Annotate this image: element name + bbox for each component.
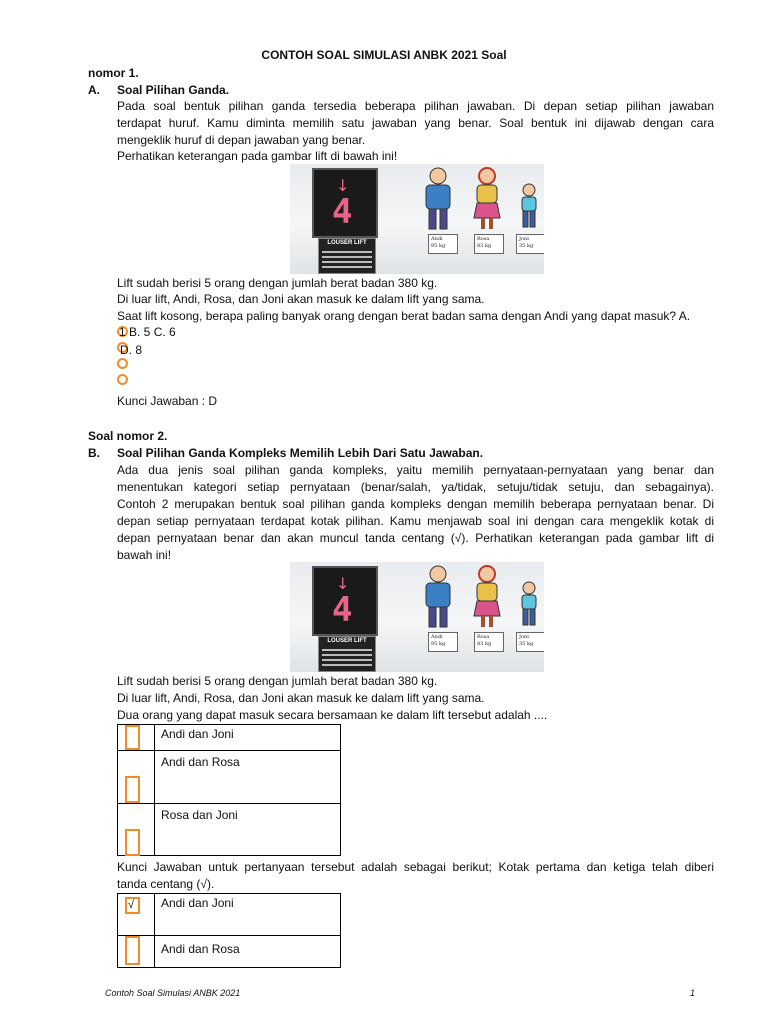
paragraph-a-line2: terdapat huruf. Kamu diminta memilih satu jawaban yang benar. Soal bentuk ini dijawab dengan cara	[117, 116, 714, 130]
question2-line1: Lift sudah berisi 5 orang dengan jumlah berat badan 380 kg.	[117, 674, 438, 688]
page-number: 1	[690, 988, 696, 998]
key-option2-checkbox[interactable]	[125, 936, 140, 965]
question2-line2: Di luar lift, Andi, Rosa, dan Joni akan masuk ke dalam lift yang sama.	[117, 691, 485, 705]
question2-key-line1: Kunci Jawaban untuk pertanyaan tersebut adalah sebagai berikut; Kotak pertama dan ketiga telah diberi	[117, 860, 714, 874]
question1-line2: Di luar lift, Andi, Rosa, dan Joni akan masuk ke dalam lift yang sama.	[117, 292, 485, 306]
lift-capacity-sign	[318, 238, 376, 274]
answer-key-table	[117, 893, 341, 968]
key-option1-checkbox[interactable]	[125, 897, 140, 914]
paragraph-b-line1: Ada dua jenis soal pilihan ganda kompleks, yaitu memilih pernyataan-pernyataan yang benar dan	[117, 463, 714, 477]
question1-line3: Saat lift kosong, berapa paling banyak orang dengan berat badan sama dengan Andi yang dapat masuk? A.	[117, 309, 691, 323]
section2-heading: Soal nomor 2.	[88, 429, 168, 443]
option-label: Andi dan Joni	[155, 725, 341, 751]
down-arrow-icon: ↓	[336, 574, 350, 593]
option3-checkbox[interactable]	[125, 829, 140, 856]
andi-weight-card: Andi 95 kg	[428, 632, 458, 652]
joni-weight-card: Joni 35 kg	[516, 632, 544, 652]
question2-line3: Dua orang yang dapat masuk secara bersamaan ke dalam lift tersebut adalah ....	[117, 708, 548, 722]
down-arrow-icon: ↓	[336, 176, 350, 195]
paragraph-b-line5: depan pernyataan benar dan akan muncul tanda centang (√). Perhatikan keterangan pada gambar lift di	[117, 531, 714, 545]
checkmark-icon: √	[128, 899, 135, 911]
lift-figure-1	[290, 164, 544, 274]
option-label: Andi dan Rosa	[155, 751, 341, 804]
rosa-figure-icon	[472, 564, 502, 630]
page-title: CONTOH SOAL SIMULASI ANBK 2021 Soal	[261, 48, 507, 62]
paragraph-a-instruction: Perhatikan keterangan pada gambar lift di bawah ini!	[117, 149, 398, 163]
section1-heading: nomor 1.	[88, 66, 139, 80]
floor-number: 4	[332, 192, 353, 232]
paragraph-a-line3: mengeklik huruf di depan jawaban yang benar.	[117, 133, 366, 147]
lift-floor-display	[312, 168, 378, 238]
lift-figure-2	[290, 562, 544, 672]
joni-weight-card: Joni 35 kg	[516, 234, 544, 254]
lift-capacity-sign	[318, 636, 376, 672]
question1-answer-key: Kunci Jawaban : D	[117, 394, 218, 408]
section-a-label: A.	[88, 83, 100, 97]
paragraph-b-line2: menentukan kategori setiap pernyataan (benar/salah, ya/tidak, setuju/tidak setuju, dan sebagainya).	[117, 480, 714, 494]
question2-options-table	[117, 724, 341, 856]
paragraph-b-line4: depan setiap pernyataan terdapat kotak pilihan. Kamu menjawab soal ini dengan cara mengeklik kotak di	[117, 514, 714, 528]
lift-floor-display	[312, 566, 378, 636]
option-label: Andi dan Joni	[155, 894, 341, 936]
paragraph-a-line1: Pada soal bentuk pilihan ganda tersedia beberapa pilihan jawaban. Di depan setiap pilihan jawaban	[117, 99, 714, 113]
andi-figure-icon	[420, 564, 456, 630]
option-d-radio[interactable]	[117, 374, 128, 385]
rosa-weight-card: Rosa 83 kg	[474, 632, 504, 652]
question1-options-line1: 1 B. 5 C. 6	[119, 325, 176, 339]
option-label: Rosa dan Joni	[155, 804, 341, 856]
option2-checkbox[interactable]	[125, 776, 140, 803]
section-b-label: B.	[88, 446, 100, 460]
option1-checkbox[interactable]	[125, 725, 140, 750]
option-c-radio[interactable]	[117, 358, 128, 369]
rosa-weight-card: Rosa 83 kg	[474, 234, 504, 254]
paragraph-b-line3: Contoh 2 merupakan bentuk soal pilihan ganda kompleks dengan memilih beberapa pernyataan benar. Di	[117, 497, 714, 511]
andi-weight-card: Andi 95 kg	[428, 234, 458, 254]
section-b-title: Soal Pilihan Ganda Kompleks Memilih Lebih Dari Satu Jawaban.	[117, 446, 484, 460]
joni-figure-icon	[518, 580, 540, 628]
footer-title: Contoh Soal Simulasi ANBK 2021	[105, 988, 241, 998]
lift-sign-title: LOUSER LIFT	[327, 240, 367, 246]
lift-sign-title: LOUSER LIFT	[327, 638, 367, 644]
floor-number: 4	[332, 590, 353, 630]
rosa-figure-icon	[472, 166, 502, 232]
option-label: Andi dan Rosa	[155, 936, 341, 968]
section-a-title: Soal Pilihan Ganda.	[117, 83, 230, 97]
andi-figure-icon	[420, 166, 456, 232]
question1-line1: Lift sudah berisi 5 orang dengan jumlah berat badan 380 kg.	[117, 276, 438, 290]
question1-options-line2: D. 8	[120, 343, 143, 357]
joni-figure-icon	[518, 182, 540, 230]
paragraph-b-line6: bawah ini!	[117, 548, 172, 562]
question2-key-line2: tanda centang (√).	[117, 877, 215, 891]
